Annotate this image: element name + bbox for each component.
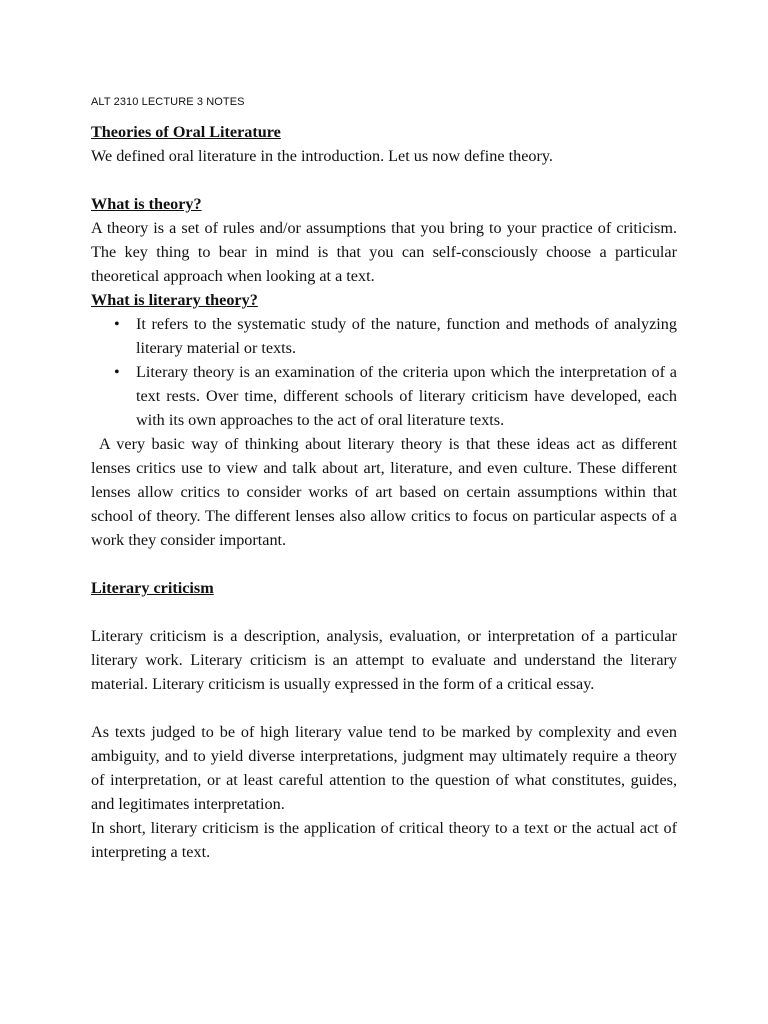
literary-theory-lenses-paragraph: A very basic way of thinking about literary theory is that these ideas act as different lenses critics use to view and talk about art, literature, and even culture. These different lenses allow critics to consider works of art based on certain assumptions within that school of theory. The different lenses also allow critics to focus on particular aspects of a work they consider important. xyxy=(91,435,677,549)
criticism-definition-paragraph: Literary criticism is a description, analysis, evaluation, or interpretation of a particular literary work. Literary criticism is an attempt to evaluate and understand the literary material. Literary criticism is usually expressed in the form of a critical essay. xyxy=(91,627,677,693)
course-header: ALT 2310 LECTURE 3 NOTES xyxy=(91,96,245,108)
heading-theories-of-oral-literature: Theories of Oral Literature xyxy=(91,123,281,141)
list-item xyxy=(114,360,677,432)
list-item xyxy=(114,312,677,360)
spacer xyxy=(91,600,677,624)
document-page xyxy=(91,92,677,864)
bullet-text: Literary theory is an examination of the criteria upon which the interpretation of a text rests. Over time, different schools of literary criticism have developed, each with its own approaches to the act of oral literature texts. xyxy=(136,363,677,429)
literary-theory-bullet-list xyxy=(91,312,677,432)
criticism-summary-paragraph: In short, literary criticism is the application of critical theory to a text or the actual act of interpreting a text. xyxy=(91,819,677,861)
theory-definition: A theory is a set of rules and/or assumptions that you bring to your practice of criticism. The key thing to bear in mind is that you can self-consciously choose a particular theoretical approach when looking at a text. xyxy=(91,219,677,285)
heading-what-is-theory: What is theory? xyxy=(91,195,202,213)
spacer xyxy=(91,552,677,576)
heading-literary-criticism: Literary criticism xyxy=(91,579,214,597)
bullet-text: It refers to the systematic study of the nature, function and methods of analyzing literary material or texts. xyxy=(136,315,677,357)
bullet-icon: • xyxy=(114,315,120,333)
spacer xyxy=(91,168,677,192)
criticism-interpretation-paragraph: As texts judged to be of high literary value tend to be marked by complexity and even ambiguity, and to yield diverse interpretations, judgment may ultimately require a theory of interpretation, or at least careful attention to the question of what constitutes, guides, and legitimates interpretation. xyxy=(91,723,677,813)
heading-what-is-literary-theory: What is literary theory? xyxy=(91,291,258,309)
oral-literature-intro: We defined oral literature in the introduction. Let us now define theory. xyxy=(91,147,553,165)
spacer xyxy=(91,696,677,720)
bullet-icon: • xyxy=(114,363,120,381)
